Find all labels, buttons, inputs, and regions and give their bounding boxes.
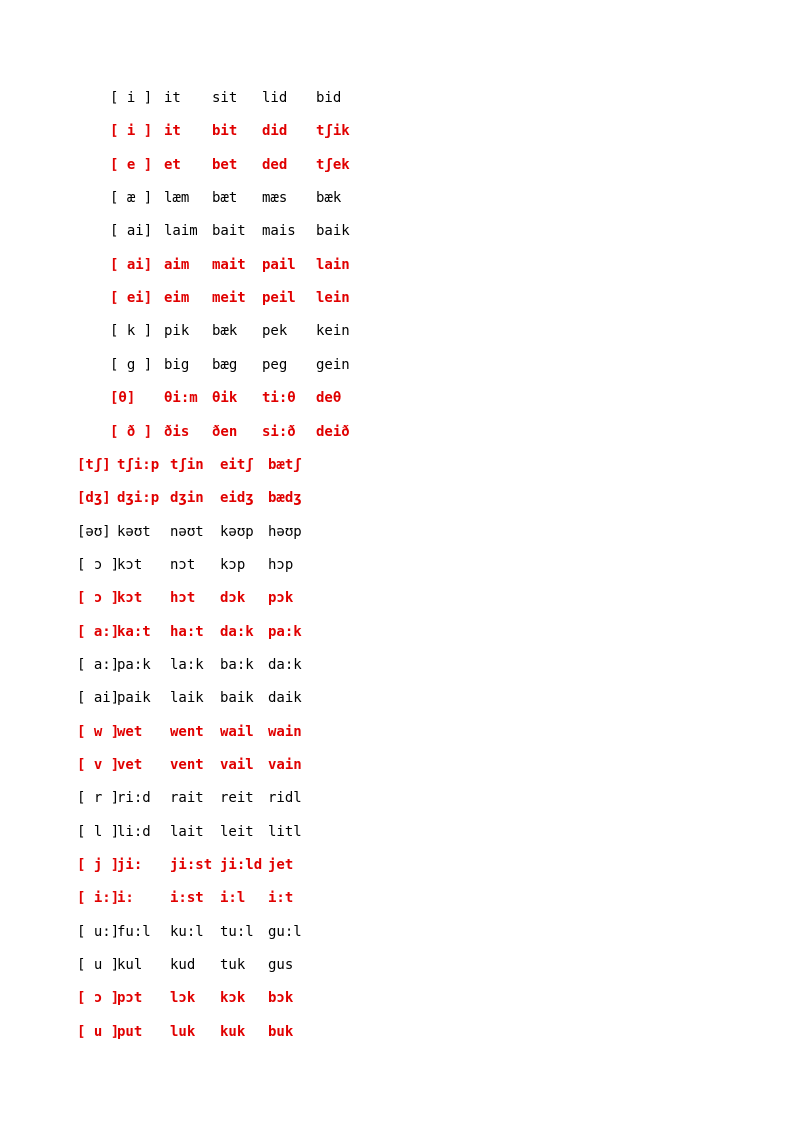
example-word: lain: [316, 256, 350, 273]
example-word: it: [164, 123, 181, 140]
example-word: dʒi:p: [117, 490, 160, 507]
example-word: put: [117, 1023, 143, 1040]
phoneme-symbol: [ g ]: [110, 356, 153, 373]
phoneme-symbol: [ æ ]: [110, 190, 153, 207]
example-word: dɔk: [220, 590, 246, 607]
phoneme-symbol: [ u:]: [77, 923, 120, 940]
example-word: bait: [212, 223, 246, 240]
example-word: i:: [117, 890, 134, 907]
example-word: bit: [212, 123, 238, 140]
example-word: leit: [220, 823, 254, 840]
example-word: θi:m: [164, 390, 198, 407]
example-word: li:d: [117, 823, 151, 840]
example-word: lid: [262, 90, 288, 106]
example-word: bædʒ: [268, 490, 302, 507]
example-word: vent: [170, 757, 204, 773]
example-word: kəʊt: [117, 523, 151, 540]
phoneme-symbol: [ j ]: [77, 857, 120, 874]
example-word: rait: [170, 790, 204, 807]
phoneme-symbol: [ ai]: [110, 223, 153, 240]
example-word: ðis: [164, 423, 190, 440]
example-word: da:k: [220, 623, 254, 640]
phoneme-symbol: [ u ]: [77, 957, 120, 974]
example-word: tu:l: [220, 923, 254, 940]
example-word: həʊp: [268, 523, 302, 540]
example-word: meit: [212, 290, 246, 307]
phoneme-symbol: [θ]: [110, 390, 136, 407]
example-word: kud: [170, 957, 196, 974]
example-word: gus: [268, 957, 294, 974]
example-word: kəʊp: [220, 523, 254, 540]
example-word: big: [164, 356, 190, 373]
example-word: it: [164, 90, 181, 106]
example-word: kein: [316, 323, 350, 340]
phoneme-symbol: [ i ]: [110, 90, 153, 106]
phoneme-symbol: [ ai]: [110, 256, 153, 273]
example-word: hɔt: [170, 590, 196, 607]
phoneme-symbol: [ e ]: [110, 156, 153, 173]
example-word: nəʊt: [170, 523, 204, 540]
example-word: eim: [164, 290, 190, 307]
example-word: reit: [220, 790, 254, 807]
example-word: θik: [212, 390, 238, 407]
example-word: ðen: [212, 423, 238, 440]
example-word: wail: [220, 723, 254, 740]
example-word: deθ: [316, 390, 342, 407]
example-word: laik: [170, 690, 204, 707]
example-word: ka:t: [117, 623, 151, 640]
example-word: eitʃ: [220, 456, 254, 473]
phoneme-symbol: [ i ]: [110, 123, 153, 140]
example-word: mait: [212, 256, 246, 273]
phoneme-symbol: [ v ]: [77, 757, 120, 773]
phoneme-symbol: [ i:]: [77, 890, 120, 907]
example-word: lein: [316, 290, 350, 307]
example-word: laim: [164, 223, 198, 240]
example-word: ridl: [268, 790, 302, 807]
phoneme-symbol: [tʃ]: [77, 456, 111, 473]
example-word: bɔk: [268, 990, 294, 1007]
example-word: went: [170, 723, 204, 740]
example-word: bæk: [212, 323, 238, 340]
example-word: bæt: [212, 190, 238, 207]
example-word: daik: [268, 690, 302, 707]
example-word: baik: [220, 690, 254, 707]
example-word: i:l: [220, 890, 246, 907]
example-word: bæg: [212, 356, 238, 373]
example-word: vail: [220, 757, 254, 773]
phoneme-symbol: [ u ]: [77, 1023, 120, 1040]
example-word: tʃik: [316, 123, 350, 140]
example-word: deið: [316, 423, 350, 440]
phoneme-symbol: [ ei]: [110, 290, 153, 307]
phoneme-symbol: [ a:]: [77, 623, 120, 640]
example-word: ku:l: [170, 923, 204, 940]
example-word: buk: [268, 1023, 294, 1040]
example-word: bet: [212, 156, 238, 173]
phoneme-symbol: [ ai]: [77, 690, 120, 707]
example-word: et: [164, 156, 181, 173]
example-word: ji:: [117, 857, 143, 874]
example-word: aim: [164, 256, 190, 273]
example-word: ded: [262, 156, 288, 173]
example-word: pa:k: [268, 623, 302, 640]
phoneme-symbol: [ ɔ ]: [77, 990, 120, 1007]
example-word: jet: [268, 857, 294, 874]
phoneme-symbol: [ k ]: [110, 323, 153, 340]
example-word: pa:k: [117, 656, 151, 673]
example-word: did: [262, 123, 288, 140]
example-word: baik: [316, 223, 350, 240]
example-word: ha:t: [170, 623, 204, 640]
example-word: kɔp: [220, 556, 246, 573]
example-word: peg: [262, 356, 288, 373]
phoneme-symbol: [ a:]: [77, 656, 120, 673]
phoneme-symbol: [ l ]: [77, 823, 120, 840]
example-word: mæs: [262, 190, 288, 207]
example-word: sit: [212, 90, 238, 106]
example-word: tuk: [220, 957, 246, 974]
example-word: kuk: [220, 1023, 246, 1040]
example-word: luk: [170, 1023, 196, 1040]
example-word: wet: [117, 723, 143, 740]
example-word: læm: [164, 190, 190, 207]
example-word: eidʒ: [220, 490, 254, 507]
example-word: gein: [316, 356, 350, 373]
phoneme-symbol: [ ɔ ]: [77, 590, 120, 607]
example-word: si:ð: [262, 423, 296, 440]
example-word: tʃin: [170, 456, 204, 473]
example-word: lɔk: [170, 990, 196, 1007]
example-word: bæk: [316, 190, 342, 207]
example-word: tʃek: [316, 156, 350, 173]
example-word: i:t: [268, 890, 294, 907]
example-word: ri:d: [117, 790, 151, 807]
example-word: nɔt: [170, 556, 196, 573]
example-word: pik: [164, 323, 190, 340]
example-word: pek: [262, 323, 288, 340]
phoneme-symbol: [ ð ]: [110, 423, 153, 440]
example-word: dʒin: [170, 490, 204, 507]
example-word: ji:st: [170, 857, 213, 874]
phoneme-symbol: [ r ]: [77, 790, 120, 807]
example-word: kɔt: [117, 590, 143, 607]
example-word: wain: [268, 723, 302, 740]
example-word: paik: [117, 690, 151, 707]
example-word: pɔk: [268, 590, 294, 607]
example-word: vain: [268, 757, 302, 773]
example-word: tʃi:p: [117, 456, 160, 473]
phoneme-symbol: [əʊ]: [77, 523, 111, 540]
example-word: hɔp: [268, 556, 294, 573]
example-word: pail: [262, 256, 296, 273]
example-word: vet: [117, 757, 143, 773]
phoneme-symbol: [ ɔ ]: [77, 556, 120, 573]
example-word: lait: [170, 823, 204, 840]
example-word: peil: [262, 290, 296, 307]
example-word: gu:l: [268, 923, 302, 940]
example-word: ba:k: [220, 656, 254, 673]
example-word: kɔk: [220, 990, 246, 1007]
example-word: bid: [316, 90, 342, 106]
phoneme-symbol: [dʒ]: [77, 490, 111, 507]
example-word: i:st: [170, 890, 204, 907]
example-word: pɔt: [117, 990, 143, 1007]
example-word: fu:l: [117, 923, 151, 940]
example-word: ti:θ: [262, 390, 296, 407]
phoneme-symbol: [ w ]: [77, 723, 120, 740]
example-word: bætʃ: [268, 456, 302, 473]
example-word: kɔt: [117, 556, 143, 573]
example-word: litl: [268, 823, 302, 840]
example-word: da:k: [268, 656, 302, 673]
example-word: la:k: [170, 656, 204, 673]
example-word: ji:ld: [220, 857, 263, 874]
example-word: kul: [117, 957, 143, 974]
example-word: mais: [262, 223, 296, 240]
